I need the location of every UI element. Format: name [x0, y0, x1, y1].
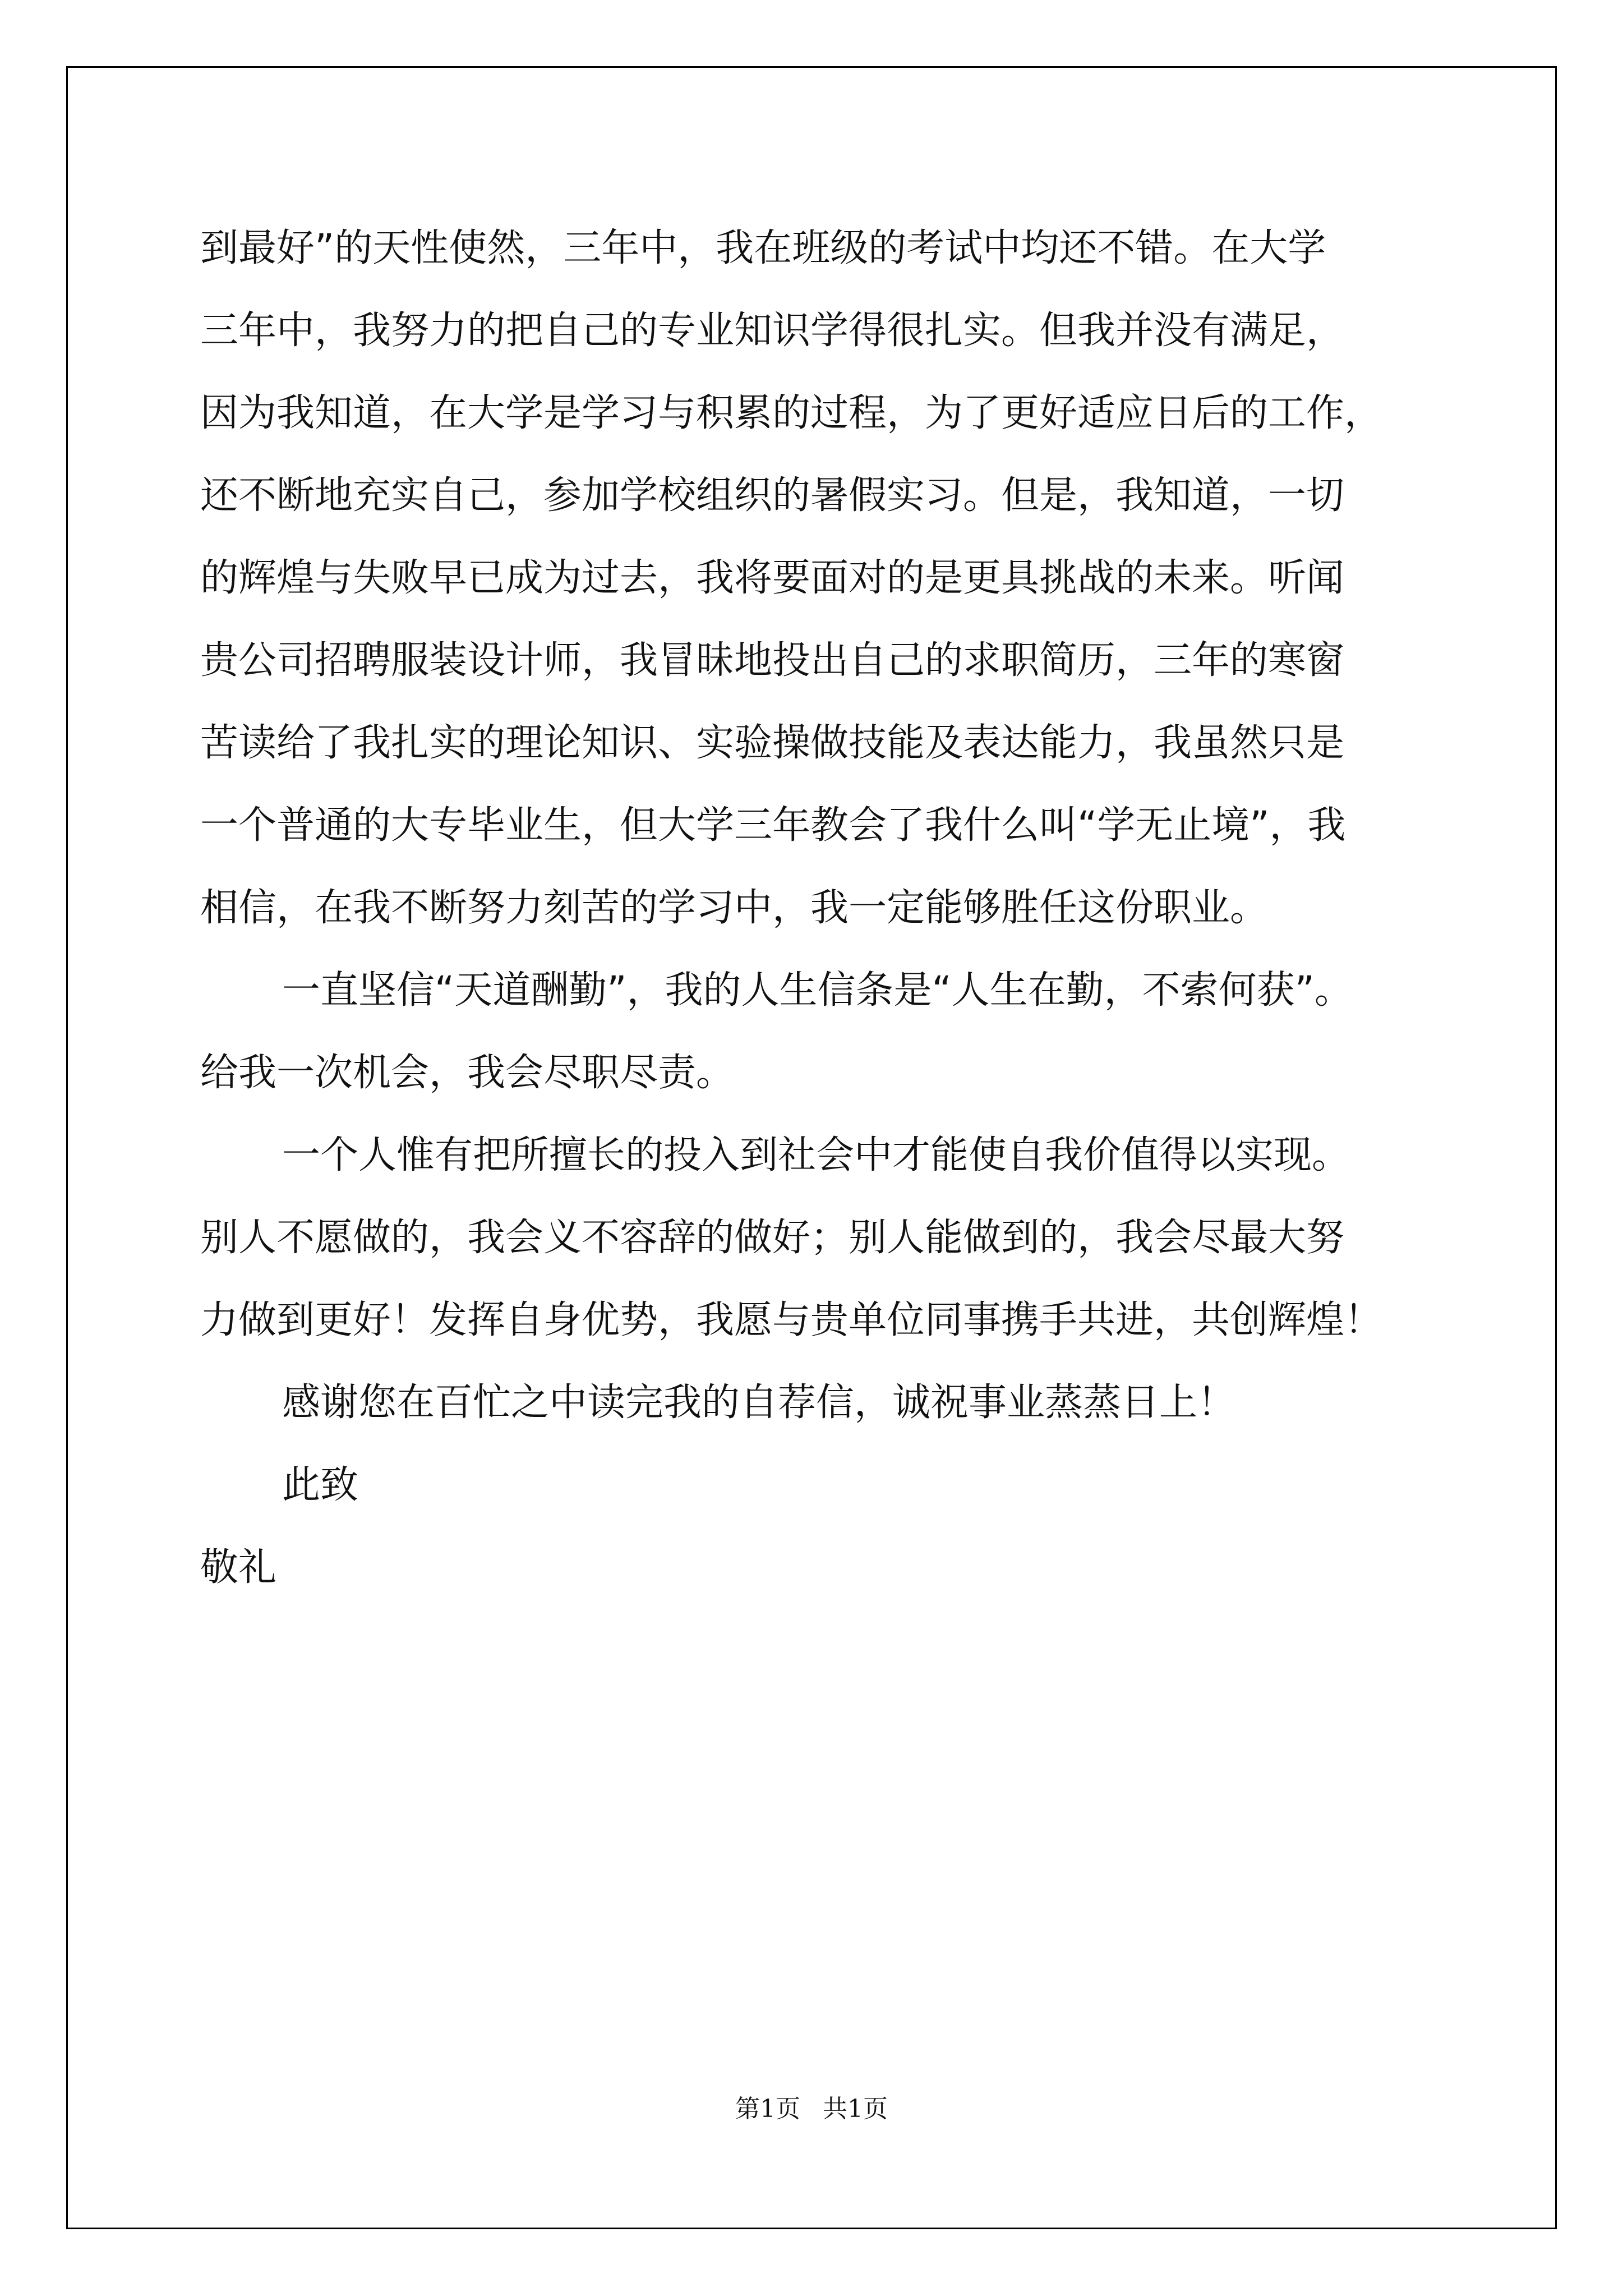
text-line: 的辉煌与失败早已成为过去，我将要面对的是更具挑战的未来。听闻: [200, 556, 1345, 600]
closing-line: 此致: [282, 1463, 359, 1507]
text-line: 力做到更好！发挥自身优势，我愿与贵单位同事携手共进，共创辉煌！: [200, 1298, 1383, 1342]
text-line: 到最好”的天性使然，三年中，我在班级的考试中均还不错。在大学: [200, 226, 1326, 270]
text-line: 一个人惟有把所擅长的投入到社会中才能使自我价值得以实现。: [282, 1133, 1350, 1177]
text-line: 一直坚信“天道酬勤”，我的人生信条是“人生在勤，不索何获”。: [282, 968, 1353, 1013]
closing-salutation: [200, 1444, 1456, 1609]
paragraph-education: [200, 207, 1456, 949]
page-total: 共1页: [823, 2095, 888, 2123]
paragraph-commitment: [200, 1114, 1456, 1361]
page-number: 第1页: [735, 2095, 800, 2123]
text-line: 给我一次机会，我会尽职尽责。: [200, 1051, 735, 1095]
text-line: 三年中，我努力的把自己的专业知识学得很扎实。但我并没有满足，: [200, 309, 1345, 353]
text-line: 因为我知道，在大学是学习与积累的过程，为了更好适应日后的工作，: [200, 391, 1383, 435]
text-line: 别人不愿做的，我会义不容辞的做好；别人能做到的，我会尽最大努: [200, 1216, 1345, 1260]
text-line: 贵公司招聘服装设计师，我冒昧地投出自己的求职简历，三年的寒窗: [200, 638, 1345, 683]
closing-regards: 敬礼: [200, 1545, 277, 1590]
text-line: 相信，在我不断努力刻苦的学习中，我一定能够胜任这份职业。: [200, 886, 1269, 930]
page-footer: [0, 2092, 1623, 2126]
paragraph-motto: [200, 949, 1456, 1114]
text-line: 感谢您在百忙之中读完我的自荐信，诚祝事业蒸蒸日上！: [282, 1381, 1236, 1425]
letter-body: [200, 207, 1456, 1609]
text-line: 苦读给了我扎实的理论知识、实验操做技能及表达能力，我虽然只是: [200, 721, 1345, 765]
paragraph-thanks: [200, 1361, 1456, 1444]
text-line: 一个普通的大专毕业生，但大学三年教会了我什么叫“学无止境”，我: [200, 803, 1346, 848]
text-line: 还不断地充实自己，参加学校组织的暑假实习。但是，我知道，一切: [200, 473, 1345, 518]
